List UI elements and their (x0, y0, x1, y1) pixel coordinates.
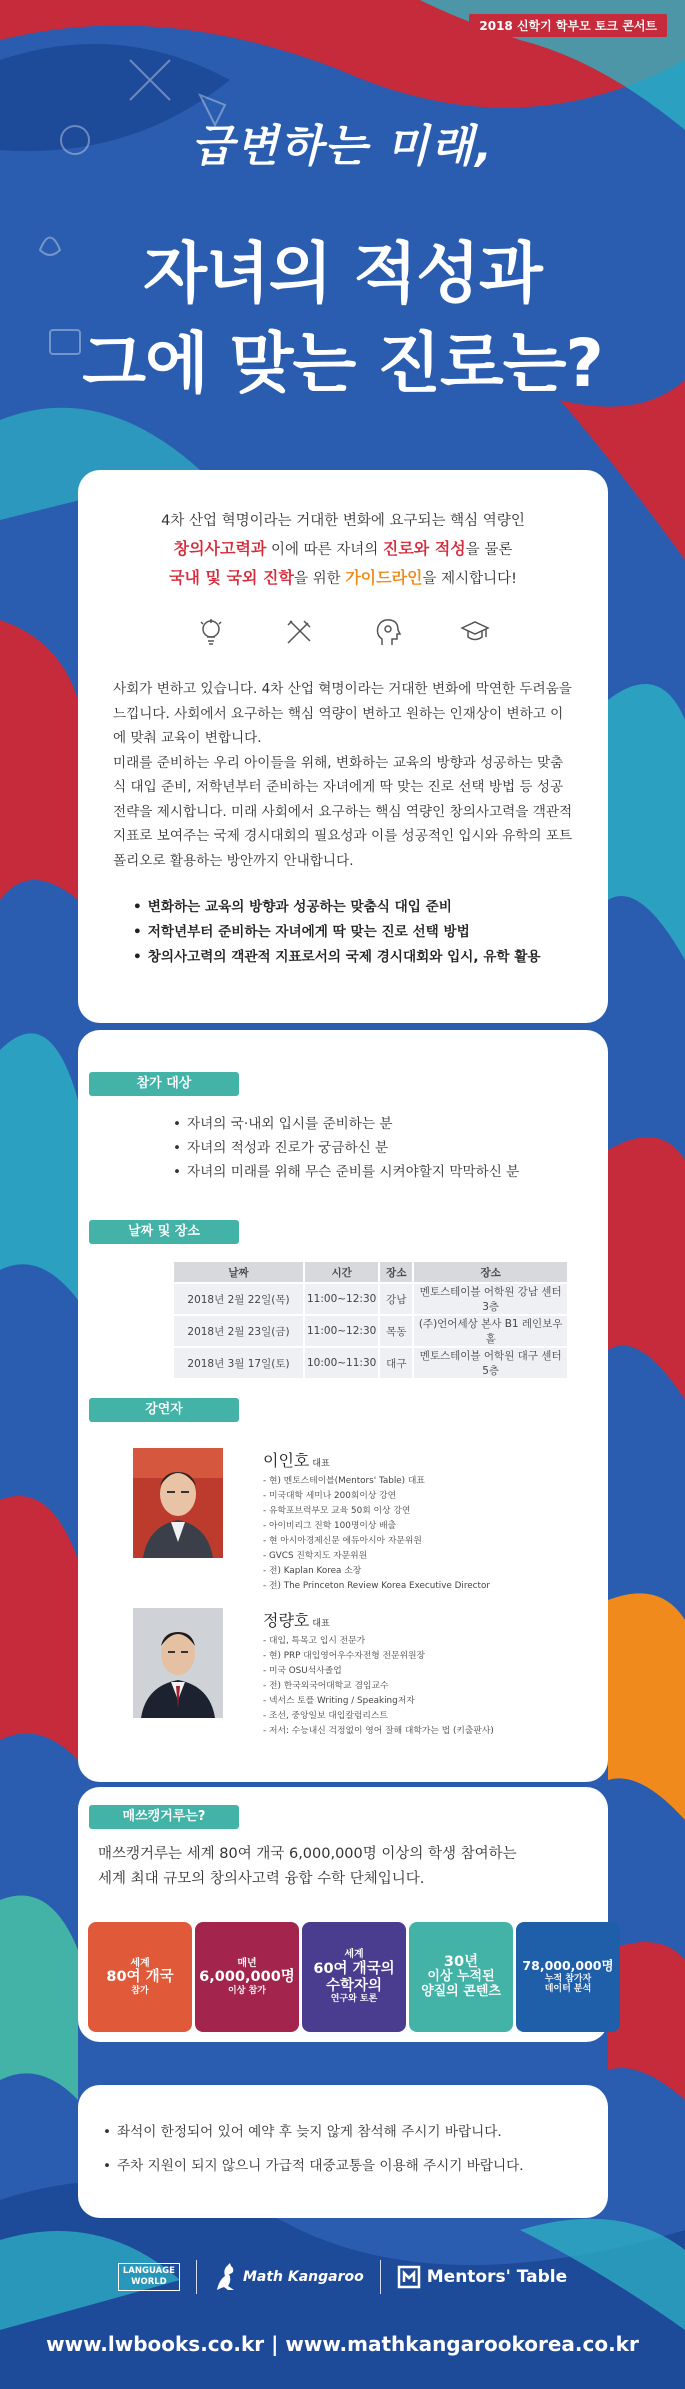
cell-date: 2018년 2월 23일(금) (174, 1315, 304, 1347)
divider (196, 2260, 197, 2294)
mathkangaroo-label: 매쓰캥거루는? (89, 1805, 239, 1829)
key-point: • 창의사고력의 객관적 지표로서의 국제 경시대회와 입시, 유학 활용 (133, 945, 553, 970)
speaker-bio (263, 1474, 490, 1594)
notice-card (78, 2085, 608, 2218)
table-header-row (174, 1262, 568, 1283)
stat-sub: 연구와 토론 (330, 1994, 378, 2005)
cell-venue: 멘토스테이블 어학원 강남 센터 3층 (413, 1283, 568, 1315)
stat-main: 80여 개국 (106, 1969, 174, 1986)
cell-area: 대구 (379, 1347, 413, 1378)
speaker-photo (133, 1448, 223, 1558)
hero-title-line1: 자녀의 적성과 (143, 235, 542, 312)
mathkangaroo-card (78, 1787, 614, 2042)
notice-list (78, 2085, 608, 2183)
stat-countries (88, 1922, 192, 2032)
audience-label: 참가 대상 (89, 1072, 239, 1096)
intro-line-2-text: 이에 따른 자녀의 (266, 542, 383, 558)
footer-url[interactable]: www.lwbooks.co.kr | www.mathkangarookorea.co.kr (46, 2332, 639, 2356)
audience-item: • 자녀의 적성과 진로가 궁금하신 분 (173, 1136, 519, 1160)
cell-area: 강남 (379, 1283, 413, 1315)
audience-item: • 자녀의 국·내외 입시를 준비하는 분 (173, 1112, 519, 1136)
intro-line-3 (78, 564, 608, 593)
stat-main: 6,000,000명 (199, 1969, 295, 1986)
description-paragraph-1: 사회가 변하고 있습니다. 4차 산업 혁명이라는 거대한 변화에 막연한 두려움을 느낍니다. 사회에서 요구하는 핵심 역량이 변하고 원하는 인재상이 변하고 이에 맞춰 교육이 변합니다. (113, 681, 572, 746)
speaker-photo (133, 1608, 223, 1718)
bio-line: - 전) 한국외국어대학교 겸임교수 (263, 1681, 389, 1691)
bio-line: - 넥서스 토플 Writing / Speaking저자 (263, 1696, 415, 1706)
cell-venue: 멘토스테이블 어학원 대구 센터 5층 (413, 1347, 568, 1378)
mathkangaroo-description (98, 1842, 517, 1892)
intro-statement (78, 470, 608, 593)
bio-line: - 대입, 특목고 입시 전문가 (263, 1636, 366, 1646)
col-venue: 장소 (413, 1262, 568, 1283)
bio-line: - 조선, 중앙일보 대입칼럼리스트 (263, 1711, 388, 1721)
stat-participants (195, 1922, 299, 2032)
feature-icons (78, 617, 608, 647)
kangaroo-icon (213, 2262, 239, 2292)
speaker-name (263, 1448, 330, 1471)
description-paragraph-2: 미래를 준비하는 우리 아이들을 위해, 변화하는 교육의 방향과 성공하는 맞춤식 대입 준비, 저학년부터 준비하는 자녀에게 딱 맞는 진로 선택 방법 등 성공 전략을 제시합니다. 미래 사회에서 요구하는 핵심 역량인 창의사고력을 객관적 지표로 보여주는 국제 경시대회의 필요성과 이를 성공적인 입시와 유학의 포트폴리오로 활용하는 방안까지 안내합니다. (113, 754, 573, 869)
graduation-cap-icon (460, 617, 490, 647)
bio-line: - 현) PRP 대입영어우수자전형 전문위원장 (263, 1651, 425, 1661)
stat-main: 60여 개국의 수학자의 (313, 1960, 395, 1994)
mathkangaroo-line-1: 매쓰캥거루는 세계 80여 개국 6,000,000명 이상의 학생 참여하는 (98, 1846, 517, 1862)
event-badge: 2018 신학기 학부모 토크 콘서트 (469, 14, 667, 37)
highlight-admission: 국내 및 국외 진학 (169, 568, 294, 587)
footer-logos (0, 2260, 685, 2294)
logo-text: Math Kangaroo (242, 2269, 364, 2285)
language-world-logo[interactable] (118, 2263, 180, 2291)
cell-time: 11:00~12:30 (304, 1315, 379, 1347)
stat-mathematicians (302, 1922, 406, 2032)
cell-date: 2018년 3월 17일(토) (174, 1347, 304, 1378)
notice-item: • 주차 지원이 되지 않으니 가급적 대중교통을 이용해 주시기 바랍니다. (103, 2149, 583, 2183)
audience-item: • 자녀의 미래를 위해 무슨 준비를 시켜야할지 막막하신 분 (173, 1160, 519, 1184)
col-area: 장소 (379, 1262, 413, 1283)
cell-date: 2018년 2월 22일(목) (174, 1283, 304, 1315)
speaker-name-text: 정량호 (263, 1611, 310, 1630)
stat-data (516, 1922, 620, 2032)
bio-line: - 저서: 수능내신 걱정없이 영어 잘해 대학가는 법 (키출판사) (263, 1726, 494, 1736)
cell-area: 목동 (379, 1315, 413, 1347)
table-row (174, 1283, 568, 1315)
lightbulb-icon (196, 617, 226, 647)
table-row (174, 1315, 568, 1347)
highlight-creative-thinking: 창의사고력과 (173, 539, 267, 558)
details-card (78, 1030, 608, 1782)
speaker-title: 대표 (312, 1619, 330, 1629)
stat-sub: 참가 (131, 1985, 149, 1996)
tools-icon (284, 617, 314, 647)
cell-time: 11:00~12:30 (304, 1283, 379, 1315)
key-points (78, 895, 608, 970)
stat-years (409, 1922, 513, 2032)
table-row (174, 1347, 568, 1378)
bio-line: - 현 아시아경제신문 에듀아시아 자문위원 (263, 1536, 422, 1546)
stat-main: 누적 참가자 데이터 분석 (544, 1973, 592, 1995)
speaker-bio (263, 1634, 494, 1739)
bio-line: - 미국 OSU석사졸업 (263, 1666, 342, 1676)
logo-text: LANGUAGE (122, 2266, 175, 2276)
bio-line: - 전) The Princeton Review Korea Executive Director (263, 1581, 490, 1591)
hero-title-line2: 그에 맞는 진로는? (82, 325, 603, 402)
stat-top: 30년 (443, 1953, 479, 1970)
cell-venue: (주)언어세상 본사 B1 레인보우홀 (413, 1315, 568, 1347)
col-time: 시간 (304, 1262, 379, 1283)
intro-line-3-end: 을 제시합니다! (422, 571, 517, 587)
stat-sub: 이상 참가 (228, 1985, 266, 1996)
bio-line: - 아이비리그 진학 100명이상 배출 (263, 1521, 397, 1531)
mentors-table-logo[interactable] (397, 2265, 567, 2289)
logo-text: Mentors' Table (426, 2267, 568, 2287)
divider (380, 2260, 381, 2294)
notice-item: • 좌석이 한정되어 있어 예약 후 늦지 않게 참석해 주시기 바랍니다. (103, 2115, 583, 2149)
stat-top: 매년 (237, 1957, 257, 1969)
schedule-table (174, 1262, 569, 1378)
description (78, 677, 608, 873)
math-kangaroo-logo[interactable] (213, 2262, 364, 2292)
speaker-title: 대표 (312, 1459, 330, 1469)
bio-line: - GVCS 진학지도 자문위원 (263, 1551, 368, 1561)
highlight-guideline: 가이드라인 (345, 568, 423, 587)
head-gears-icon (372, 617, 402, 647)
highlight-career-aptitude: 진로와 적성 (382, 539, 466, 558)
stat-top: 세계 (130, 1957, 150, 1969)
stat-main: 이상 누적된 양질의 콘텐츠 (421, 1969, 501, 2000)
key-point: • 저학년부터 준비하는 자녀에게 딱 맞는 진로 선택 방법 (133, 920, 553, 945)
intro-card (78, 470, 608, 1023)
col-date: 날짜 (174, 1262, 304, 1283)
audience-list (173, 1112, 519, 1184)
speaker-name (263, 1608, 330, 1631)
stats-row (88, 1922, 620, 2032)
intro-line-2-end: 을 물론 (465, 542, 513, 558)
hero-subtitle: 급변하는 미래, (190, 121, 495, 172)
logo-text: WORLD (131, 2277, 167, 2287)
stat-top: 세계 (344, 1949, 364, 1961)
intro-line-1: 4차 산업 혁명이라는 거대한 변화에 요구되는 핵심 역량인 (161, 513, 525, 529)
bio-line: - 유학포브럭부모 교육 50회 이상 강연 (263, 1506, 411, 1516)
bio-line: - 현) 멘토스테이블(Mentors' Table) 대표 (263, 1476, 425, 1486)
speaker-name-text: 이인호 (263, 1451, 310, 1470)
stat-top: 78,000,000명 (522, 1958, 614, 1974)
schedule-label: 날짜 및 장소 (89, 1220, 239, 1244)
intro-line-2 (78, 535, 608, 564)
key-point: • 변화하는 교육의 방향과 성공하는 맞춤식 대입 준비 (133, 895, 553, 920)
bio-line: - 전) Kaplan Korea 소장 (263, 1566, 362, 1576)
mathkangaroo-line-2: 세계 최대 규모의 창의사고력 융합 수학 단체입니다. (98, 1871, 425, 1887)
bio-line: - 미국대학 세미나 200회이상 강연 (263, 1491, 397, 1501)
intro-line-3-text: 을 위한 (293, 571, 346, 587)
mentors-table-icon (397, 2265, 421, 2289)
speakers-label: 강연자 (89, 1398, 239, 1422)
cell-time: 10:00~11:30 (304, 1347, 379, 1378)
